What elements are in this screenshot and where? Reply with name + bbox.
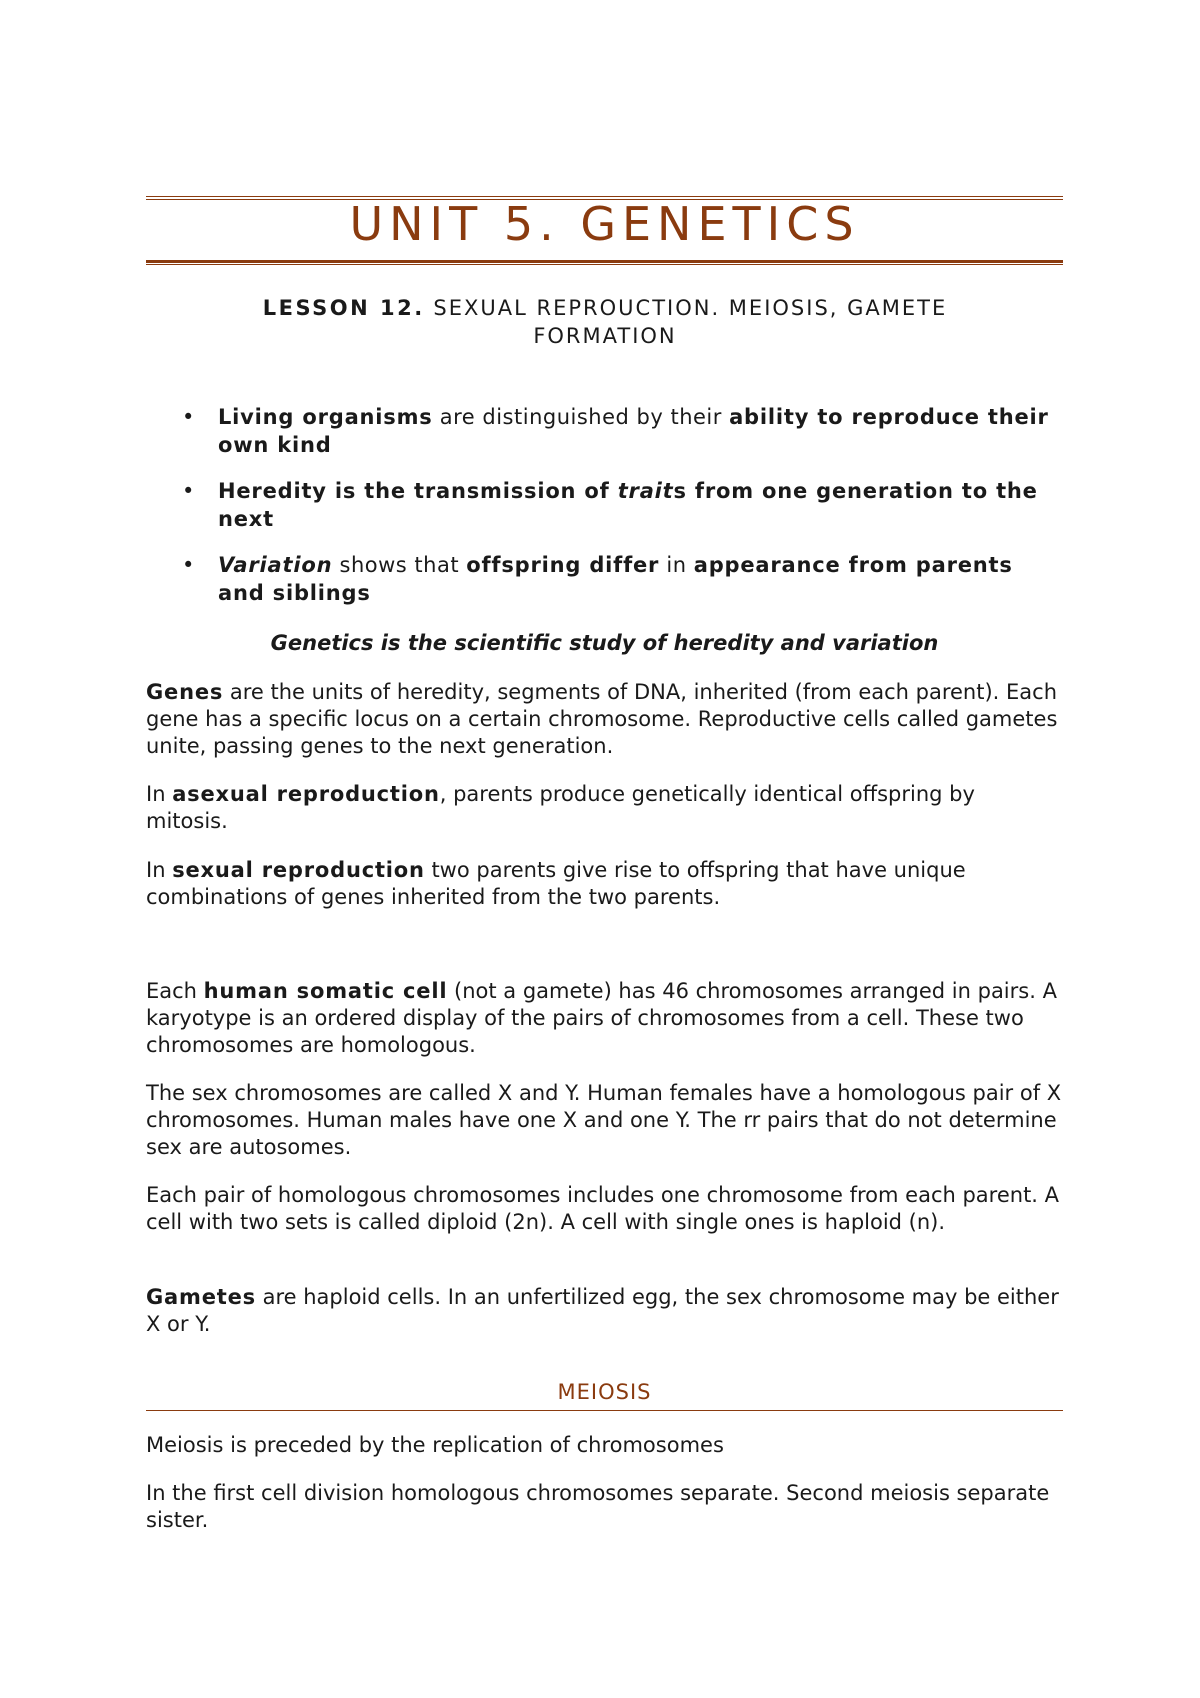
bullet-text bbox=[218, 479, 1038, 531]
bullet-item bbox=[146, 477, 1063, 533]
meiosis-heading: MEIOSIS bbox=[557, 1380, 652, 1404]
lesson-title-line1: SEXUAL REPROUCTION. MEIOSIS, GAMETE bbox=[433, 296, 948, 320]
text-run: human somatic cell bbox=[203, 979, 448, 1003]
text-run: , parents produce genetically identical offspring by mitosis. bbox=[146, 782, 975, 833]
bullet-item bbox=[146, 403, 1063, 459]
paragraph-meiosis-replication bbox=[146, 1432, 1063, 1459]
text-run: offspring differ bbox=[466, 553, 660, 577]
paragraph-meiosis-division bbox=[146, 1480, 1063, 1534]
text-run: Living organisms bbox=[218, 405, 433, 429]
text-run: shows that bbox=[332, 553, 467, 577]
bullet-icon: • bbox=[182, 553, 195, 577]
text-run: Genes bbox=[146, 680, 224, 704]
bullet-icon: • bbox=[182, 405, 195, 429]
text-run: ability to reproduce their own kind bbox=[218, 405, 1049, 457]
lesson-heading bbox=[180, 294, 1030, 350]
text-run: Meiosis is preceded by the replication of chromosomes bbox=[146, 1433, 724, 1457]
text-run: Gametes bbox=[146, 1285, 256, 1309]
bullet-item bbox=[146, 551, 1063, 607]
text-run: The sex chromosomes are called X and Y. Human females have a homologous pair of X chromosomes. Human males have one X and one Y. The rr pairs that do not determine sex are autosomes. bbox=[146, 1081, 1062, 1159]
text-run: Each pair of homologous chromosomes includes one chromosome from each parent. A cell with two sets is called diploid (2n). A cell with single ones is haploid (n). bbox=[146, 1183, 1060, 1234]
genetics-definition: Genetics is the scientific study of heredity and variation bbox=[270, 631, 939, 655]
text-run: s from one generation to the next bbox=[218, 479, 1038, 531]
paragraph-homologous bbox=[146, 1182, 1063, 1236]
bullet-text bbox=[218, 553, 1013, 605]
text-run: are the units of heredity, segments of DNA, inherited (from each parent). Each gene has a specific locus on a certain chromosome. Reproductive cells called gametes unite, passing genes to the next generation. bbox=[146, 680, 1058, 758]
unit-title: UNIT 5. GENETICS bbox=[349, 197, 860, 251]
lesson-title-line2: FORMATION bbox=[533, 324, 677, 348]
lesson-label: LESSON 12. bbox=[262, 296, 425, 320]
text-run: (not a gamete) has 46 chromosomes arranged in pairs. A karyotype is an ordered display of the pairs of chromosomes from a cell. These two chromosomes are homologous. bbox=[146, 979, 1057, 1057]
text-run: appearance from parents and siblings bbox=[218, 553, 1013, 605]
text-run: sexual reproduction bbox=[172, 858, 425, 882]
meiosis-rule bbox=[146, 1410, 1063, 1411]
bullet-icon: • bbox=[182, 479, 195, 503]
title-bottom-rule bbox=[146, 260, 1063, 265]
paragraph-sexual bbox=[146, 857, 1063, 911]
text-run: In bbox=[146, 858, 173, 882]
text-run: in bbox=[659, 553, 694, 577]
text-run: two parents give rise to offspring that have unique combinations of genes inherited from the two parents. bbox=[146, 858, 966, 909]
text-run: asexual reproduction bbox=[172, 782, 440, 806]
paragraph-somatic bbox=[146, 978, 1063, 1059]
text-run: Variation bbox=[218, 553, 333, 577]
bullet-text bbox=[218, 405, 1049, 457]
paragraph-genes bbox=[146, 679, 1063, 760]
text-run: In the first cell division homologous chromosomes separate. Second meiosis separate sister. bbox=[146, 1481, 1050, 1532]
text-run: In bbox=[146, 782, 173, 806]
paragraph-gametes bbox=[146, 1284, 1063, 1338]
text-run: Heredity is the transmission of bbox=[218, 479, 618, 503]
paragraph-asexual bbox=[146, 781, 1063, 835]
paragraph-sex-chromosomes bbox=[146, 1080, 1063, 1161]
text-run: Each bbox=[146, 979, 204, 1003]
text-run: trait bbox=[617, 479, 674, 503]
text-run: are distinguished by their bbox=[432, 405, 730, 429]
text-run: are haploid cells. In an unfertilized egg, the sex chromosome may be either X or Y. bbox=[146, 1285, 1059, 1336]
bullet-list bbox=[146, 403, 1063, 625]
